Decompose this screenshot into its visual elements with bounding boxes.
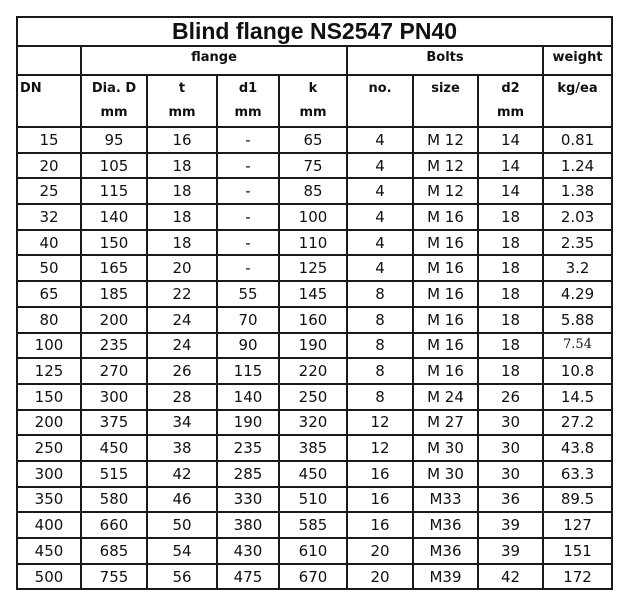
cell-dia-d: 660 xyxy=(81,512,147,538)
cell-bolt-no: 20 xyxy=(347,564,413,590)
column-unit: mm xyxy=(168,105,196,120)
cell-t: 42 xyxy=(147,461,217,487)
blind-flange-spec-table xyxy=(16,16,613,590)
cell-t: 20 xyxy=(147,255,217,281)
cell-bolt-size: M 16 xyxy=(413,281,478,307)
cell-dn: 20 xyxy=(17,153,81,179)
cell-d2: 39 xyxy=(478,512,543,538)
cell-dn: 125 xyxy=(17,358,81,384)
table-title: Blind flange NS2547 PN40 xyxy=(17,17,612,46)
cell-weight-kg-ea: 27.2 xyxy=(543,410,612,436)
cell-k: 450 xyxy=(279,461,347,487)
column-header-dia-d xyxy=(81,75,147,127)
column-label: d1 xyxy=(238,81,258,96)
cell-t: 56 xyxy=(147,564,217,590)
column-unit: mm xyxy=(299,105,327,120)
cell-d1: - xyxy=(217,178,279,204)
cell-dia-d: 200 xyxy=(81,307,147,333)
cell-t: 38 xyxy=(147,435,217,461)
cell-bolt-no: 12 xyxy=(347,410,413,436)
cell-weight-kg-ea: 2.35 xyxy=(543,230,612,256)
cell-weight-kg-ea: 10.8 xyxy=(543,358,612,384)
column-header-weight-kg-ea xyxy=(543,75,612,127)
cell-bolt-size: M 16 xyxy=(413,307,478,333)
table-row xyxy=(17,178,612,204)
table-row xyxy=(17,410,612,436)
cell-k: 145 xyxy=(279,281,347,307)
cell-weight-kg-ea: 151 xyxy=(543,538,612,564)
cell-dia-d: 105 xyxy=(81,153,147,179)
cell-d1: - xyxy=(217,230,279,256)
cell-bolt-no: 8 xyxy=(347,384,413,410)
cell-d2: 18 xyxy=(478,204,543,230)
cell-bolt-no: 12 xyxy=(347,435,413,461)
cell-weight-kg-ea: 89.5 xyxy=(543,487,612,513)
column-unit xyxy=(544,101,611,125)
cell-k: 320 xyxy=(279,410,347,436)
cell-dn: 150 xyxy=(17,384,81,410)
cell-weight-kg-ea: 1.38 xyxy=(543,178,612,204)
cell-dia-d: 185 xyxy=(81,281,147,307)
table-row xyxy=(17,333,612,359)
table-row xyxy=(17,564,612,590)
table-row xyxy=(17,461,612,487)
table-row xyxy=(17,384,612,410)
column-unit xyxy=(348,101,412,125)
cell-d2: 14 xyxy=(478,178,543,204)
cell-bolt-no: 16 xyxy=(347,461,413,487)
cell-d2: 42 xyxy=(478,564,543,590)
cell-bolt-no: 8 xyxy=(347,281,413,307)
cell-weight-kg-ea: 4.29 xyxy=(543,281,612,307)
cell-t: 24 xyxy=(147,333,217,359)
cell-d2: 18 xyxy=(478,255,543,281)
column-unit: mm xyxy=(496,105,525,120)
column-label: kg/ea xyxy=(557,81,598,96)
table-row xyxy=(17,153,612,179)
cell-dia-d: 235 xyxy=(81,333,147,359)
cell-t: 54 xyxy=(147,538,217,564)
cell-dn: 15 xyxy=(17,127,81,153)
cell-t: 46 xyxy=(147,487,217,513)
cell-dn: 50 xyxy=(17,255,81,281)
cell-dia-d: 580 xyxy=(81,487,147,513)
table-row xyxy=(17,307,612,333)
cell-d1: 430 xyxy=(217,538,279,564)
cell-bolt-size: M 16 xyxy=(413,230,478,256)
cell-d2: 14 xyxy=(478,153,543,179)
cell-d2: 18 xyxy=(478,281,543,307)
cell-dia-d: 95 xyxy=(81,127,147,153)
cell-k: 670 xyxy=(279,564,347,590)
cell-t: 22 xyxy=(147,281,217,307)
cell-k: 250 xyxy=(279,384,347,410)
cell-d2: 30 xyxy=(478,410,543,436)
cell-t: 16 xyxy=(147,127,217,153)
cell-dn: 300 xyxy=(17,461,81,487)
cell-d1: 235 xyxy=(217,435,279,461)
table-row xyxy=(17,127,612,153)
table-row xyxy=(17,204,612,230)
cell-bolt-no: 4 xyxy=(347,178,413,204)
title-row xyxy=(17,17,612,46)
cell-d1: 90 xyxy=(217,333,279,359)
column-label: k xyxy=(308,81,318,96)
table-row xyxy=(17,281,612,307)
cell-d1: 380 xyxy=(217,512,279,538)
column-label: DN xyxy=(20,81,42,96)
column-header-row xyxy=(17,75,612,127)
cell-weight-kg-ea: 127 xyxy=(543,512,612,538)
column-label: t xyxy=(178,81,186,96)
cell-weight-kg-ea: 0.81 xyxy=(543,127,612,153)
cell-dn: 250 xyxy=(17,435,81,461)
table-row xyxy=(17,230,612,256)
cell-dia-d: 515 xyxy=(81,461,147,487)
cell-bolt-size: M 30 xyxy=(413,461,478,487)
cell-d2: 18 xyxy=(478,358,543,384)
cell-bolt-size: M39 xyxy=(413,564,478,590)
cell-bolt-size: M33 xyxy=(413,487,478,513)
cell-d1: 140 xyxy=(217,384,279,410)
cell-dia-d: 140 xyxy=(81,204,147,230)
cell-bolt-size: M36 xyxy=(413,512,478,538)
cell-d1: - xyxy=(217,127,279,153)
cell-d1: - xyxy=(217,153,279,179)
cell-dia-d: 300 xyxy=(81,384,147,410)
cell-dia-d: 685 xyxy=(81,538,147,564)
cell-k: 385 xyxy=(279,435,347,461)
cell-bolt-size: M 12 xyxy=(413,153,478,179)
cell-k: 510 xyxy=(279,487,347,513)
cell-dn: 65 xyxy=(17,281,81,307)
column-unit: mm xyxy=(234,105,262,120)
cell-t: 24 xyxy=(147,307,217,333)
cell-k: 85 xyxy=(279,178,347,204)
cell-k: 110 xyxy=(279,230,347,256)
cell-t: 26 xyxy=(147,358,217,384)
cell-weight-kg-ea: 3.2 xyxy=(543,255,612,281)
cell-dn: 400 xyxy=(17,512,81,538)
cell-k: 65 xyxy=(279,127,347,153)
cell-weight-kg-ea: 7.54 xyxy=(543,333,612,359)
cell-d2: 30 xyxy=(478,435,543,461)
cell-bolt-size: M36 xyxy=(413,538,478,564)
cell-dia-d: 755 xyxy=(81,564,147,590)
cell-bolt-no: 8 xyxy=(347,333,413,359)
group-header-empty xyxy=(17,46,81,75)
cell-bolt-no: 8 xyxy=(347,358,413,384)
cell-k: 610 xyxy=(279,538,347,564)
cell-bolt-no: 4 xyxy=(347,204,413,230)
table-row xyxy=(17,512,612,538)
cell-bolt-no: 4 xyxy=(347,230,413,256)
cell-dn: 500 xyxy=(17,564,81,590)
column-unit: mm xyxy=(100,105,128,120)
column-header-d1 xyxy=(217,75,279,127)
cell-t: 18 xyxy=(147,178,217,204)
cell-d2: 18 xyxy=(478,333,543,359)
column-label: no. xyxy=(368,81,392,96)
column-label: size xyxy=(431,81,460,96)
cell-bolt-size: M 16 xyxy=(413,333,478,359)
table-row xyxy=(17,358,612,384)
column-unit xyxy=(20,101,80,125)
cell-d2: 18 xyxy=(478,307,543,333)
cell-dn: 40 xyxy=(17,230,81,256)
cell-bolt-size: M 30 xyxy=(413,435,478,461)
cell-d1: - xyxy=(217,204,279,230)
cell-d1: 55 xyxy=(217,281,279,307)
cell-bolt-no: 4 xyxy=(347,255,413,281)
cell-dia-d: 270 xyxy=(81,358,147,384)
cell-weight-kg-ea: 63.3 xyxy=(543,461,612,487)
cell-weight-kg-ea: 43.8 xyxy=(543,435,612,461)
cell-bolt-no: 4 xyxy=(347,127,413,153)
cell-dn: 100 xyxy=(17,333,81,359)
cell-t: 34 xyxy=(147,410,217,436)
cell-d1: 475 xyxy=(217,564,279,590)
cell-bolt-size: M 24 xyxy=(413,384,478,410)
cell-t: 50 xyxy=(147,512,217,538)
cell-bolt-size: M 12 xyxy=(413,127,478,153)
cell-d2: 36 xyxy=(478,487,543,513)
group-header-weight: weight xyxy=(543,46,612,75)
column-header-bolt-no xyxy=(347,75,413,127)
group-header-flange: flange xyxy=(81,46,347,75)
cell-bolt-no: 8 xyxy=(347,307,413,333)
cell-weight-kg-ea: 5.88 xyxy=(543,307,612,333)
column-header-bolt-size xyxy=(413,75,478,127)
column-label: Dia. D xyxy=(91,81,137,96)
cell-d1: 115 xyxy=(217,358,279,384)
table-body xyxy=(17,127,612,589)
cell-bolt-size: M 16 xyxy=(413,255,478,281)
cell-d1: 70 xyxy=(217,307,279,333)
cell-t: 28 xyxy=(147,384,217,410)
cell-dn: 200 xyxy=(17,410,81,436)
cell-d2: 39 xyxy=(478,538,543,564)
cell-k: 220 xyxy=(279,358,347,384)
column-header-dn xyxy=(17,75,81,127)
cell-k: 100 xyxy=(279,204,347,230)
cell-t: 18 xyxy=(147,153,217,179)
cell-d2: 14 xyxy=(478,127,543,153)
cell-dia-d: 450 xyxy=(81,435,147,461)
column-header-k xyxy=(279,75,347,127)
cell-dia-d: 165 xyxy=(81,255,147,281)
cell-k: 160 xyxy=(279,307,347,333)
cell-d1: 285 xyxy=(217,461,279,487)
table-row xyxy=(17,487,612,513)
cell-t: 18 xyxy=(147,204,217,230)
cell-d2: 26 xyxy=(478,384,543,410)
cell-d2: 30 xyxy=(478,461,543,487)
table-row xyxy=(17,435,612,461)
cell-d1: 190 xyxy=(217,410,279,436)
cell-weight-kg-ea: 1.24 xyxy=(543,153,612,179)
cell-d2: 18 xyxy=(478,230,543,256)
cell-bolt-size: M 16 xyxy=(413,358,478,384)
cell-k: 125 xyxy=(279,255,347,281)
cell-weight-kg-ea: 14.5 xyxy=(543,384,612,410)
cell-bolt-no: 4 xyxy=(347,153,413,179)
cell-bolt-no: 20 xyxy=(347,538,413,564)
cell-dn: 25 xyxy=(17,178,81,204)
cell-d1: 330 xyxy=(217,487,279,513)
cell-weight-kg-ea: 172 xyxy=(543,564,612,590)
cell-k: 190 xyxy=(279,333,347,359)
table-row xyxy=(17,538,612,564)
column-unit xyxy=(414,101,477,125)
cell-bolt-no: 16 xyxy=(347,512,413,538)
table-row xyxy=(17,255,612,281)
cell-bolt-size: M 16 xyxy=(413,204,478,230)
cell-weight-kg-ea: 2.03 xyxy=(543,204,612,230)
cell-bolt-size: M 27 xyxy=(413,410,478,436)
cell-dia-d: 375 xyxy=(81,410,147,436)
group-header-row xyxy=(17,46,612,75)
cell-dia-d: 115 xyxy=(81,178,147,204)
cell-t: 18 xyxy=(147,230,217,256)
cell-dn: 350 xyxy=(17,487,81,513)
column-header-d2 xyxy=(478,75,543,127)
cell-dn: 32 xyxy=(17,204,81,230)
column-header-t xyxy=(147,75,217,127)
cell-dn: 450 xyxy=(17,538,81,564)
cell-d1: - xyxy=(217,255,279,281)
cell-bolt-no: 16 xyxy=(347,487,413,513)
cell-k: 75 xyxy=(279,153,347,179)
cell-bolt-size: M 12 xyxy=(413,178,478,204)
cell-k: 585 xyxy=(279,512,347,538)
group-header-bolts: Bolts xyxy=(347,46,543,75)
cell-dia-d: 150 xyxy=(81,230,147,256)
cell-dn: 80 xyxy=(17,307,81,333)
column-label: d2 xyxy=(501,81,520,96)
